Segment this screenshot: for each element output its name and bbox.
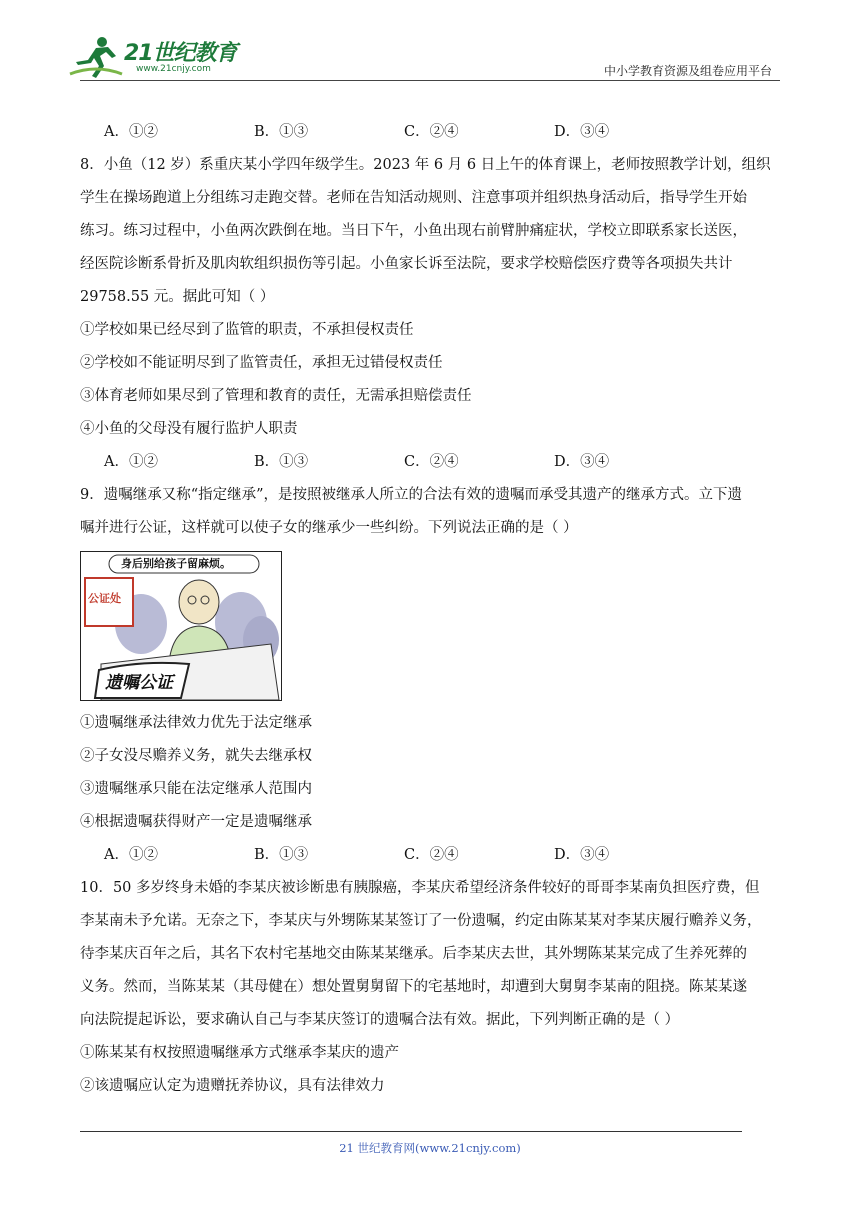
q9-option-b[interactable]: B．①③ xyxy=(254,847,309,863)
q8-option-b[interactable]: B．①③ xyxy=(254,454,309,470)
q9-statement: ③遗嘱继承只能在法定继承人范围内 xyxy=(80,781,312,797)
q8-stem-line: 8．小鱼（12 岁）系重庆某小学四年级学生。2023 年 6 月 6 日上午的体育课上，老师按照教学计划，组织 xyxy=(80,157,771,173)
q8-option-a[interactable]: A．①② xyxy=(104,454,158,470)
q8-option-c[interactable]: C．②④ xyxy=(404,454,459,470)
q10-stem-line: 李某南未予允诺。无奈之下，李某庆与外甥陈某某签订了一份遗嘱，约定由陈某某对李某庆履行赡养义务， xyxy=(80,913,762,929)
q9-stem-line: 9．遗嘱继承又称“指定继承”，是按照被继承人所立的合法有效的遗嘱而承受其遗产的继承方式。立下遗 xyxy=(80,487,743,503)
q10-stem-line: 10．50 多岁终身未婚的李某庆被诊断患有胰腺癌，李某庆希望经济条件较好的哥哥李某南负担医疗费，但 xyxy=(80,880,760,896)
q8-stem-line: 经医院诊断系骨折及肌肉软组织损伤等引起。小鱼家长诉至法院，要求学校赔偿医疗费等各项损失共计 xyxy=(80,256,733,272)
question-content xyxy=(80,116,780,1103)
q8-option-d[interactable]: D．③④ xyxy=(554,454,610,470)
q8-statement: ③体育老师如果尽到了管理和教育的责任，无需承担赔偿责任 xyxy=(80,388,472,404)
will-notarization-cartoon xyxy=(80,551,282,701)
q10-stem-line: 义务。然而，当陈某某（其母健在）想处置舅舅留下的宅基地时，却遭到大舅舅李某南的阻挠。陈某某遂 xyxy=(80,979,747,995)
q8-stem-line: 学生在操场跑道上分组练习走跑交替。老师在告知活动规则、注意事项并组织热身活动后，指导学生开始 xyxy=(80,190,747,206)
q8-statement: ②学校如不能证明尽到了监管责任，承担无过错侵权责任 xyxy=(80,355,443,371)
question-9 xyxy=(80,479,780,872)
q10-statement: ①陈某某有权按照遗嘱继承方式继承李某庆的遗产 xyxy=(80,1045,399,1061)
logo-url: www.21cnjy.com xyxy=(136,64,211,74)
page-footer[interactable]: 21 世纪教育网(www.21cnjy.com) xyxy=(339,1141,521,1155)
q8-options xyxy=(80,446,780,479)
header-tagline: 中小学教育资源及组卷应用平台 xyxy=(603,64,772,78)
header-divider xyxy=(80,80,780,81)
cartoon-document-text: 遗嘱公证 xyxy=(105,673,173,693)
q7-option-a[interactable]: A．①② xyxy=(104,124,158,140)
footer-divider xyxy=(80,1131,742,1132)
question-10 xyxy=(80,872,780,1103)
logo-wordmark: 21世纪教育 xyxy=(124,41,237,66)
q7-option-c[interactable]: C．②④ xyxy=(404,124,459,140)
q9-option-d[interactable]: D．③④ xyxy=(554,847,610,863)
q10-stem-line: 待李某庆百年之后，其名下农村宅基地交由陈某某继承。后李某庆去世，其外甥陈某某完成了生养死葬的 xyxy=(80,946,747,962)
q9-stem-line: 嘱并进行公证，这样就可以使子女的继承少一些纠纷。下列说法正确的是（ ） xyxy=(80,520,578,536)
q9-option-c[interactable]: C．②④ xyxy=(404,847,459,863)
q8-stem-line: 练习。练习过程中，小鱼两次跌倒在地。当日下午，小鱼出现右前臂肿痛症状，学校立即联系家长送医， xyxy=(80,223,747,239)
q9-statement: ②子女没尽赡养义务，就失去继承权 xyxy=(80,748,312,764)
q7-option-d[interactable]: D．③④ xyxy=(554,124,610,140)
question-8 xyxy=(80,149,780,479)
q9-statement: ④根据遗嘱获得财产一定是遗嘱继承 xyxy=(80,814,312,830)
q8-statement: ④小鱼的父母没有履行监护人职责 xyxy=(80,421,298,437)
site-logo[interactable] xyxy=(66,34,246,84)
q7-options xyxy=(80,116,780,149)
page-header xyxy=(0,0,860,90)
q9-statement: ①遗嘱继承法律效力优先于法定继承 xyxy=(80,715,312,731)
q8-statement: ①学校如果已经尽到了监管的职责，不承担侵权责任 xyxy=(80,322,414,338)
cartoon-banner-text: 身后别给孩子留麻烦。 xyxy=(121,557,231,570)
cartoon-sign-text: 公证处 xyxy=(88,592,121,605)
running-man-logo-icon xyxy=(66,34,126,80)
q10-stem-line: 向法院提起诉讼，要求确认自己与李某庆签订的遗嘱合法有效。据此，下列判断正确的是（ ） xyxy=(80,1012,680,1028)
q8-stem-line: 29758.55 元。据此可知（ ） xyxy=(80,289,275,305)
q9-options xyxy=(80,839,780,872)
q7-option-b[interactable]: B．①③ xyxy=(254,124,309,140)
q9-option-a[interactable]: A．①② xyxy=(104,847,158,863)
q10-statement: ②该遗嘱应认定为遗赠抚养协议，具有法律效力 xyxy=(80,1078,385,1094)
